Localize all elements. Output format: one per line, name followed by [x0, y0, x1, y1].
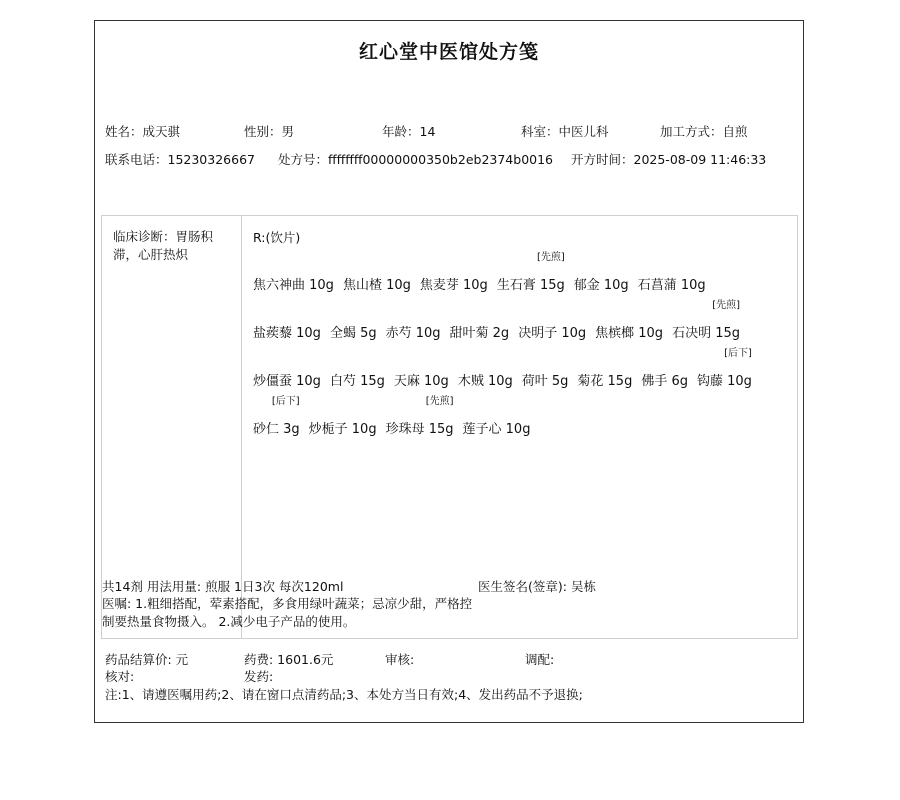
herb-name-dose: 珍珠母 15g	[385, 422, 454, 437]
herb-name-dose: 郁金 10g	[573, 278, 629, 293]
herb-item	[463, 396, 531, 444]
review-field: 审核:	[385, 652, 415, 667]
clinical-diagnosis: 临床诊断：胃肠积滞，心肝热炽	[113, 229, 214, 262]
prescription-sheet	[94, 20, 804, 723]
settlement-price: 药品结算价: 元	[105, 652, 189, 667]
footer-notes: 注:1、请遵医嘱用药;2、请在窗口点清药品;3、本处方当日有效;4、发出药品不予退换;	[105, 687, 583, 702]
herb-name-dose: 赤芍 10g	[385, 326, 441, 341]
herb-name-dose: 焦槟榔 10g	[595, 326, 664, 341]
rx-header: R:(饮片)	[253, 230, 301, 245]
document-title: 红心堂中医馆处方笺	[358, 41, 539, 63]
herb-item	[253, 396, 300, 444]
herb-name-dose: 白芍 15g	[329, 374, 385, 389]
check-field: 核对:	[105, 669, 135, 684]
patient-gender: 性别：男	[244, 124, 295, 139]
patient-age: 年龄：14	[382, 124, 436, 139]
usage-dosage: 共14剂 用法用量: 煎服 1日3次 每次120ml	[102, 579, 344, 594]
herb-item	[394, 348, 449, 396]
herb-item	[574, 252, 629, 300]
herb-item	[343, 252, 411, 300]
herb-row	[253, 348, 761, 396]
herb-name-dose: 佛手 6g	[641, 374, 688, 389]
herb-prep-note: [先煎]	[425, 396, 454, 407]
department: 科室：中医儿科	[521, 124, 609, 139]
herb-name-dose: 甜叶菊 2g	[449, 326, 510, 341]
rx-area	[243, 216, 797, 638]
herb-name-dose: 天麻 10g	[393, 374, 449, 389]
herb-prep-note: [先煎]	[536, 252, 565, 263]
herb-item	[253, 252, 334, 300]
herb-name-dose: 炒栀子 10g	[308, 422, 377, 437]
herb-name-dose: 莲子心 10g	[462, 422, 531, 437]
herb-item	[595, 300, 663, 348]
herb-item	[697, 348, 752, 396]
herb-name-dose: 炒僵蚕 10g	[253, 374, 321, 389]
herb-item	[386, 396, 454, 444]
herb-row	[253, 252, 715, 300]
herb-name-dose: 生石膏 15g	[496, 278, 565, 293]
issue-field: 发药:	[244, 669, 274, 684]
herb-item	[522, 348, 569, 396]
prescription-number: 处方号：ffffffff00000000350b2eb2374b0016	[278, 152, 554, 167]
contact-phone: 联系电话：15230326667	[105, 152, 255, 167]
medical-advice: 医嘱: 1.粗细搭配，荤素搭配，多食用绿叶蔬菜；忌凉少甜，严格控制要热量食物摄入。 2.减少电子产品的使用。	[102, 596, 473, 629]
herb-prep-note: [后下]	[271, 396, 300, 407]
herb-item	[309, 396, 377, 444]
herb-item	[253, 300, 321, 348]
herb-name-dose: 荷叶 5g	[521, 374, 569, 389]
processing-method: 加工方式：自煎	[660, 124, 748, 139]
herb-item	[450, 300, 510, 348]
herb-prep-note: [后下]	[724, 348, 752, 359]
herb-name-dose: 石决明 15g	[672, 326, 740, 341]
herb-name-dose: 焦六神曲 10g	[253, 278, 334, 293]
herb-name-dose: 砂仁 3g	[253, 422, 300, 437]
herb-name-dose: 决明子 10g	[518, 326, 587, 341]
herb-name-dose: 菊花 15g	[577, 374, 633, 389]
herb-item	[330, 300, 377, 348]
herb-item	[458, 348, 513, 396]
dispense-field: 调配:	[525, 652, 555, 667]
doctor-signature: 医生签名(签章): 吴栋	[478, 579, 596, 594]
prescription-body	[101, 215, 798, 639]
herb-name-dose: 焦山楂 10g	[342, 278, 411, 293]
prescription-time: 开方时间：2025-08-09 11:46:33	[571, 152, 767, 167]
herb-name-dose: 盐蒺藜 10g	[253, 326, 321, 341]
herb-item	[577, 348, 632, 396]
herb-item	[253, 348, 321, 396]
herb-item	[420, 252, 488, 300]
herb-prep-note: [先煎]	[712, 300, 740, 311]
herb-row	[253, 396, 539, 444]
herb-item	[641, 348, 688, 396]
herb-item	[518, 300, 586, 348]
herb-row	[253, 300, 749, 348]
diagnosis-column	[102, 216, 242, 638]
herb-name-dose: 石菖蒲 10g	[637, 278, 706, 293]
herb-item	[672, 300, 740, 348]
herb-item	[386, 300, 441, 348]
herb-name-dose: 木贼 10g	[457, 374, 513, 389]
herb-name-dose: 全蝎 5g	[329, 326, 377, 341]
medicine-fee: 药费: 1601.6元	[244, 652, 334, 667]
herb-item	[638, 252, 706, 300]
herb-name-dose: 焦麦芽 10g	[419, 278, 488, 293]
herb-item	[330, 348, 385, 396]
herb-item	[497, 252, 565, 300]
herb-name-dose: 钩藤 10g	[697, 374, 752, 389]
patient-name: 姓名：成天骐	[105, 124, 181, 139]
